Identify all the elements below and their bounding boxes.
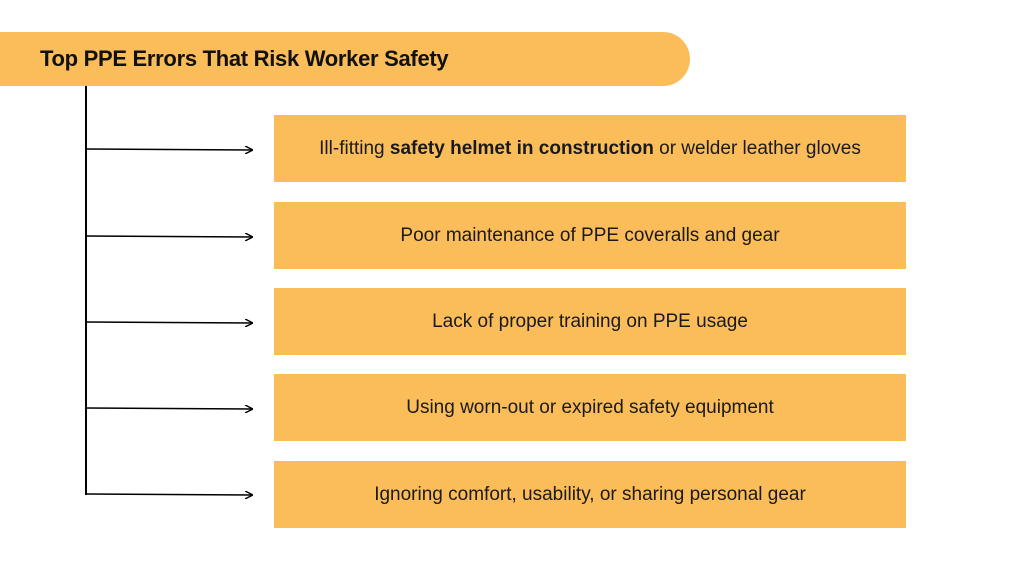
branch-arrow-4	[86, 408, 252, 409]
diagram-title: Top PPE Errors That Risk Worker Safety	[40, 46, 449, 71]
branch-arrow-5	[86, 494, 252, 495]
highlight-link[interactable]: safety helmet in construction	[389, 137, 654, 159]
error-box-5	[274, 461, 906, 528]
branch-arrow-1	[86, 149, 252, 150]
branch-arrow-2	[86, 236, 252, 237]
error-box-4	[274, 374, 906, 441]
error-box-3	[274, 288, 906, 355]
error-box-1	[274, 115, 906, 182]
error-text-4: Using worn-out or expired safety equipment	[406, 396, 774, 418]
error-text-3: Lack of proper training on PPE usage	[432, 310, 748, 332]
error-text-5: Ignoring comfort, usability, or sharing personal gear	[374, 483, 806, 505]
error-box-2	[274, 202, 906, 269]
error-text-1: Ill-fitting safety helmet in construction or welder leather gloves	[319, 137, 861, 159]
error-text-2: Poor maintenance of PPE coveralls and gear	[400, 224, 780, 246]
branch-arrow-3	[86, 322, 252, 323]
